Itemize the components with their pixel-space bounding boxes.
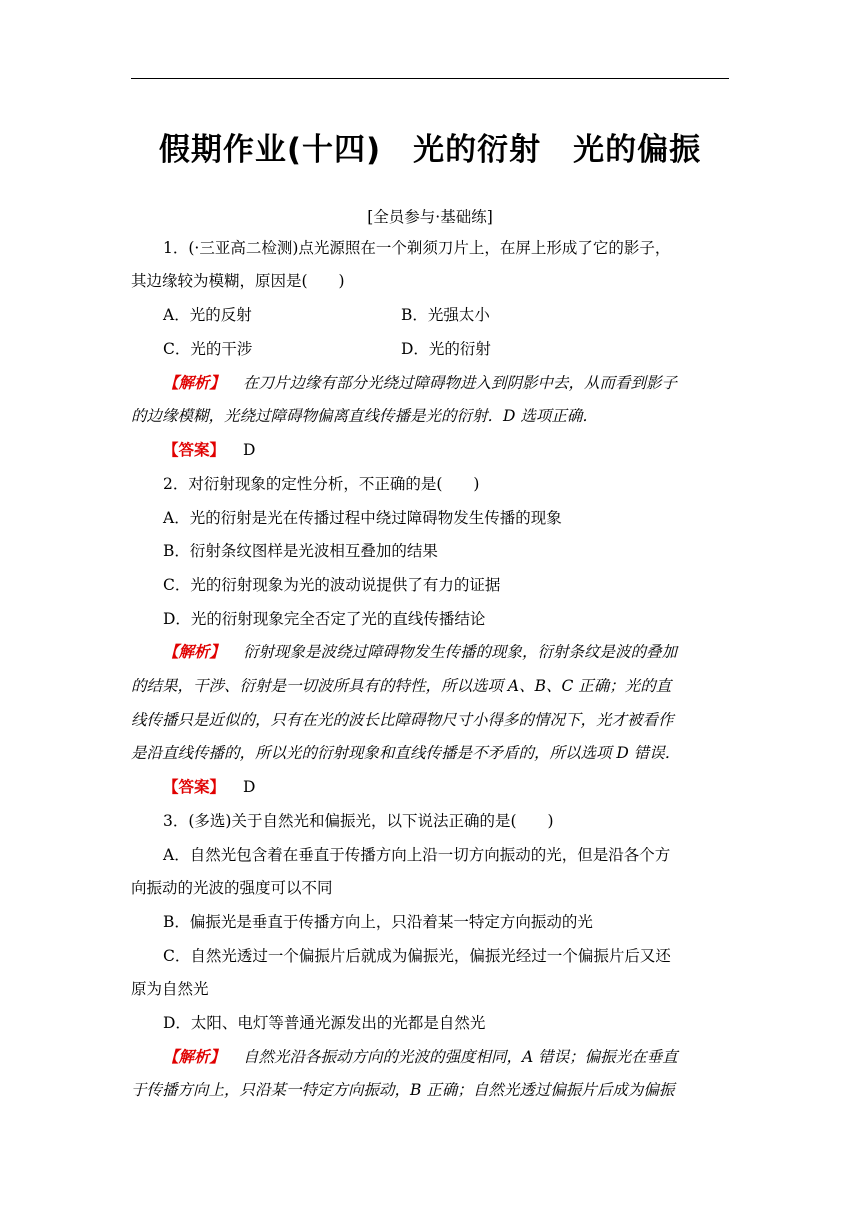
section-subhead: [全员参与·基础练]: [367, 208, 493, 226]
q1-analysis-line2: 的边缘模糊，光绕过障碍物偏离直线传播是光的衍射．D 选项正确．: [131, 407, 598, 425]
q2-answer-line: [163, 777, 763, 797]
q3-analysis-tag: 【解析】: [163, 1047, 226, 1066]
q3-option-c-line1: C．自然光透过一个偏振片后就成为偏振光，偏振光经过一个偏振片后又还: [163, 947, 671, 965]
page-title: 假期作业(十四) 光的衍射 光的偏振: [158, 132, 702, 168]
q1-analysis-tag: 【解析】: [163, 373, 226, 392]
q1-option-c: C．光的干涉: [163, 340, 253, 358]
q1-stem-line1: 1．(·三亚高二检测)点光源照在一个剃须刀片上，在屏上形成了它的影子，: [163, 239, 671, 257]
q1-answer: D: [243, 441, 256, 459]
q1-option-b: B．光强太小: [401, 306, 490, 324]
q1-stem-line2: 其边缘较为模糊，原因是( ): [131, 272, 345, 290]
q3-analysis-line2: 于传播方向上，只沿某一特定方向振动，B 正确；自然光透过偏振片后成为偏振: [131, 1081, 675, 1099]
q3-stem: 3．(多选)关于自然光和偏振光，以下说法正确的是( ): [163, 812, 554, 830]
q3-analysis-line1: [163, 1047, 763, 1067]
header-rule: [131, 78, 729, 79]
q2-option-a: A．光的衍射是光在传播过程中绕过障碍物发生传播的现象: [163, 509, 562, 527]
q2-analysis-line4: 是沿直线传播的，所以光的衍射现象和直线传播是不矛盾的，所以选项 D 错误．: [131, 744, 681, 762]
q2-option-b: B．衍射条纹图样是光波相互叠加的结果: [163, 542, 438, 560]
q1-analysis-line1: [163, 373, 763, 393]
q2-option-c: C．光的衍射现象为光的波动说提供了有力的证据: [163, 576, 501, 594]
q2-analysis-line2: 的结果，干涉、衍射是一切波所具有的特性，所以选项 A、B、C 正确；光的直: [131, 677, 672, 695]
q2-analysis-line1: [163, 642, 763, 662]
q3-option-d: D．太阳、电灯等普通光源发出的光都是自然光: [163, 1014, 486, 1032]
q3-option-a-line2: 向振动的光波的强度可以不同: [131, 879, 333, 897]
q2-analysis-text1: 衍射现象是波绕过障碍物发生传播的现象，衍射条纹是波的叠加: [243, 643, 678, 661]
q1-option-d: D．光的衍射: [401, 340, 491, 358]
q2-stem: 2．对衍射现象的定性分析，不正确的是( ): [163, 475, 480, 493]
q3-analysis-text1: 自然光沿各振动方向的光波的强度相同，A 错误；偏振光在垂直: [243, 1048, 678, 1066]
q3-option-a-line1: A．自然光包含着在垂直于传播方向上沿一切方向振动的光，但是沿各个方: [163, 846, 671, 864]
q2-answer-tag: 【答案】: [163, 777, 226, 796]
q1-option-a: A．光的反射: [163, 306, 252, 324]
q3-option-c-line2: 原为自然光: [131, 980, 209, 998]
q3-option-b: B．偏振光是垂直于传播方向上，只沿着某一特定方向振动的光: [163, 913, 593, 931]
q2-analysis-tag: 【解析】: [163, 642, 226, 661]
q1-answer-tag: 【答案】: [163, 440, 226, 459]
q2-analysis-line3: 线传播只是近似的，只有在光的波长比障碍物尺寸小得多的情况下，光才被看作: [131, 711, 674, 729]
q2-answer: D: [243, 778, 256, 796]
q1-analysis-text1: 在刀片边缘有部分光绕过障碍物进入到阴影中去，从而看到影子: [243, 374, 678, 392]
q2-option-d: D．光的衍射现象完全否定了光的直线传播结论: [163, 610, 486, 628]
q1-answer-line: [163, 440, 763, 460]
